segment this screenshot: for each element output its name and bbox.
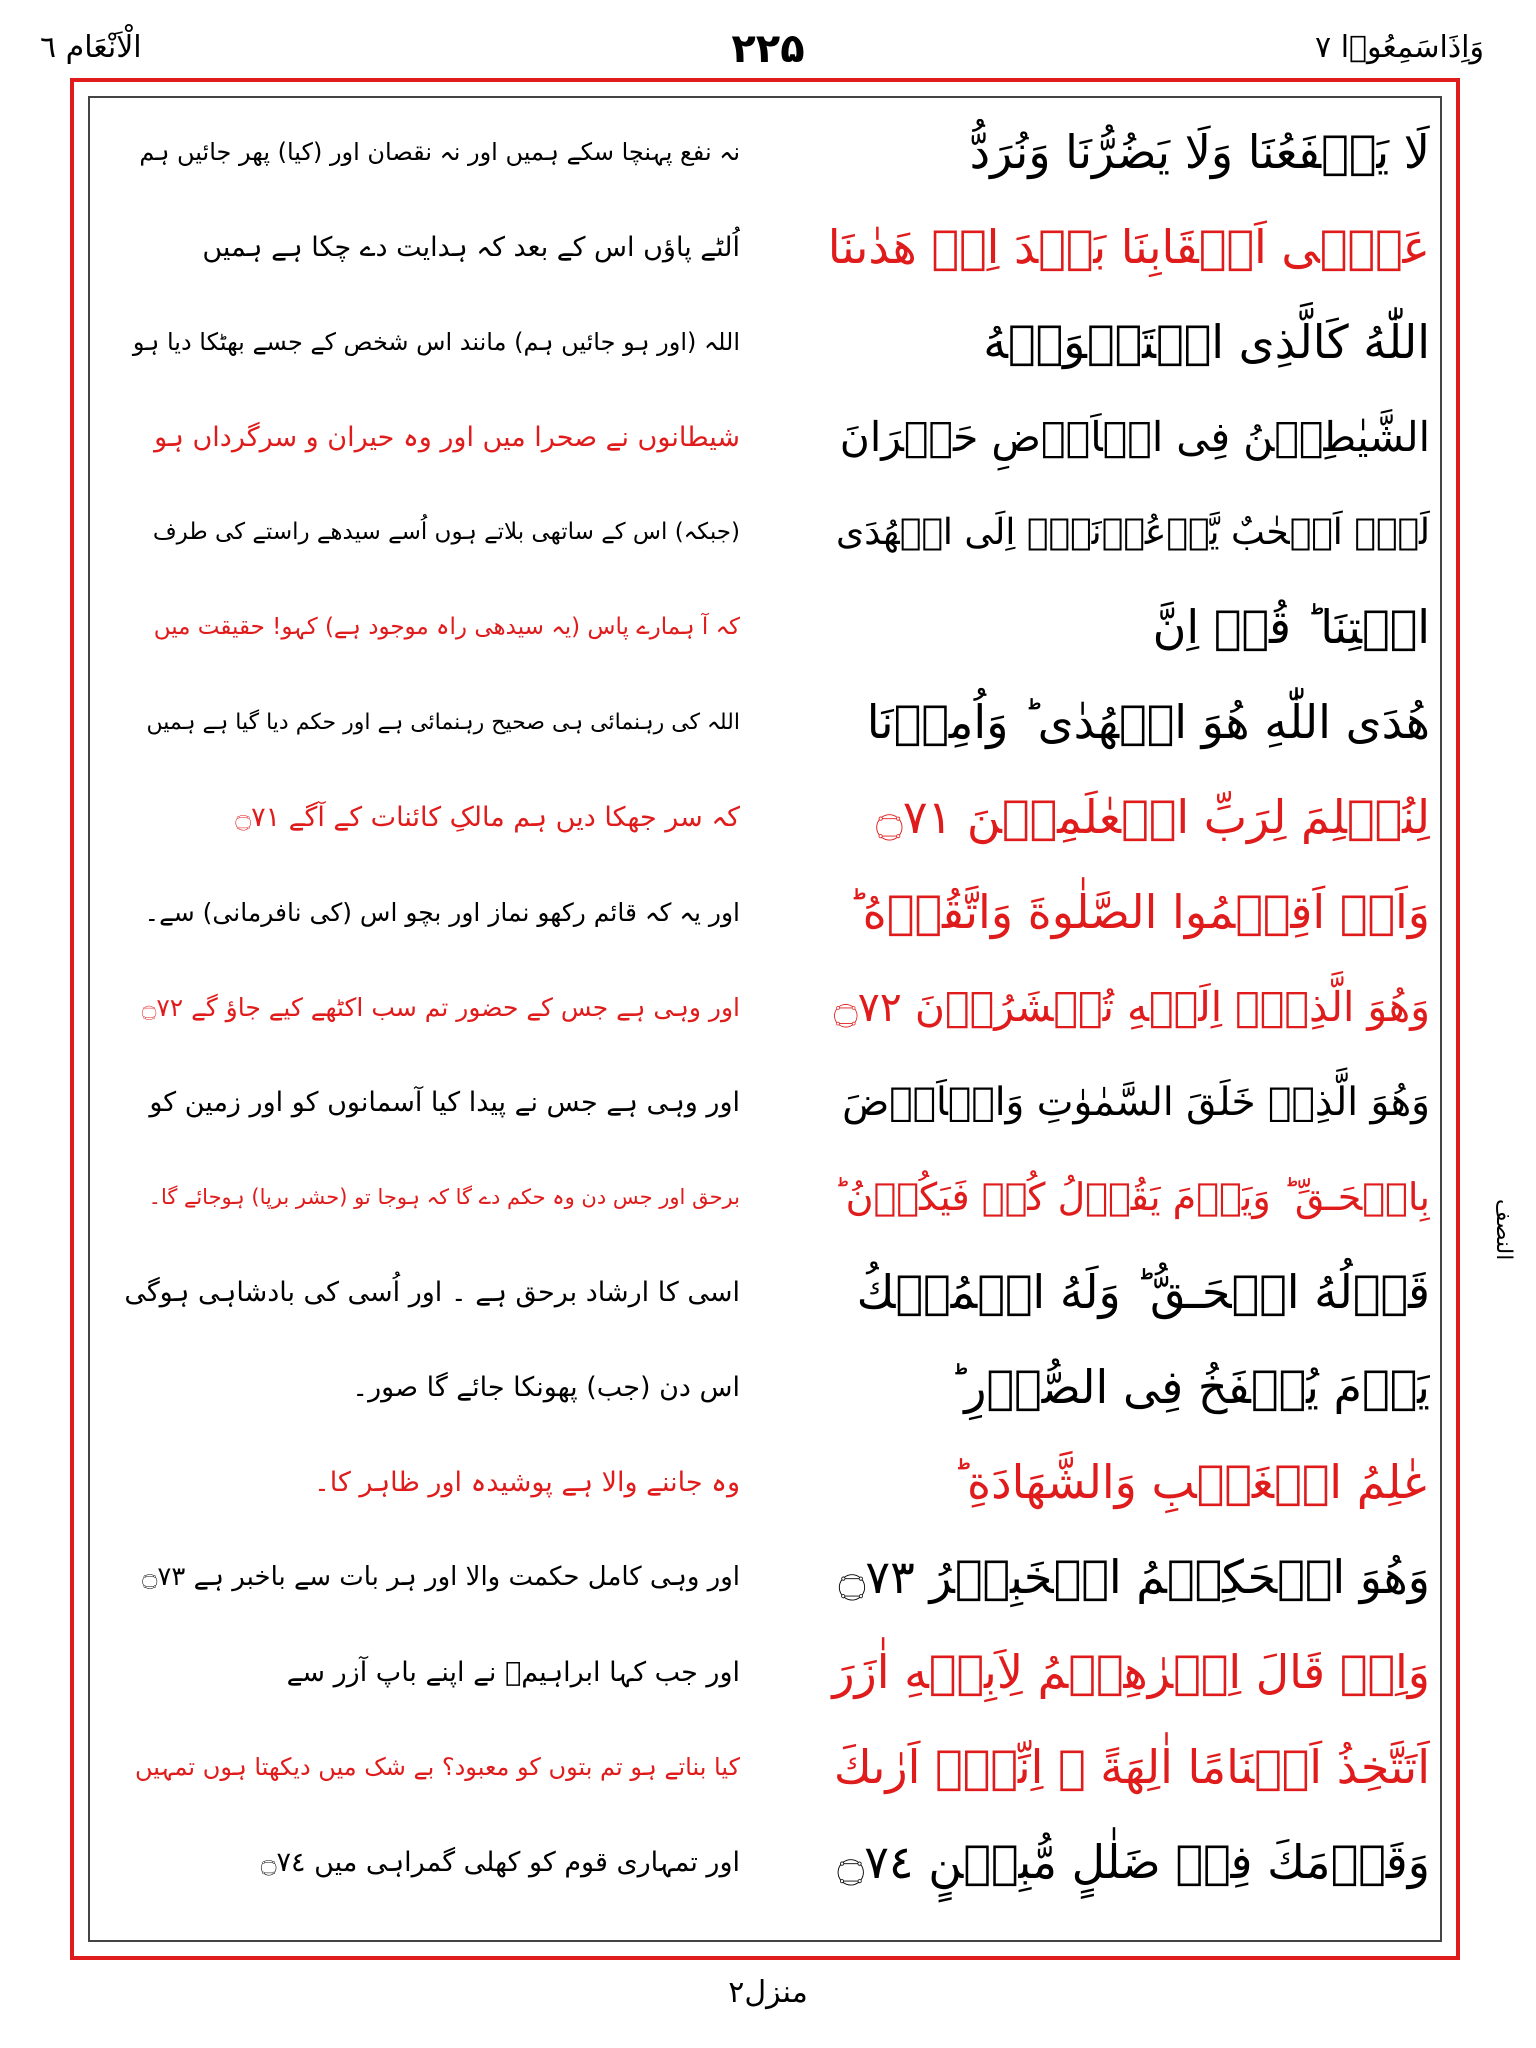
page-number: ۲۲۵ <box>731 26 805 72</box>
arabic-text: الشَّيٰطِيۡنُ فِى الۡاَرۡضِ حَيۡرَانَ <box>839 413 1430 461</box>
urdu-translation: شیطانوں نے صحرا میں اور وہ حیران و سرگرداں ہو <box>154 421 740 453</box>
juz-title: وَاِذَاسَمِعُوۡا ۷ <box>1315 30 1484 65</box>
arabic-text: اللّٰهُ كَالَّذِى اسۡتَهۡوَتۡهُ <box>983 315 1430 369</box>
manzil-footer: منزل۲ <box>728 1975 808 2010</box>
urdu-translation: نہ نفع پہنچا سکے ہمیں اور نہ نقصان اور (کیا) پھر جائیں ہم <box>139 138 740 166</box>
verse-row <box>100 1436 1430 1528</box>
margin-note: النصف <box>1491 1198 1516 1260</box>
urdu-translation: اللہ (اور ہو جائیں ہم) مانند اس شخص کے جسے بھٹکا دیا ہو <box>132 328 740 356</box>
urdu-translation: اللہ کی رہنمائی ہی صحیح رہنمائی ہے اور حکم دیا گیا ہے ہمیں <box>146 709 740 735</box>
verse-row <box>100 1246 1430 1338</box>
arabic-text: وَقَوۡمَكَ فِىۡ ضَلٰلٍ مُّبِيۡنٍ ۝٧٤ <box>837 1835 1430 1889</box>
urdu-translation: کہ آ ہمارے پاس (یہ سیدھی راہ موجود ہے) کہو! حقیقت میں <box>153 614 740 640</box>
arabic-text: وَهُوَ الَّذِىۡۤ اِلَيۡهِ تُحۡشَرُوۡنَ ۝٧٢ <box>833 983 1430 1031</box>
verse-row <box>100 676 1430 768</box>
urdu-translation: برحق اور جس دن وہ حکم دے گا کہ ہوجا تو (حشر برپا) ہوجائے گا۔ <box>148 1185 740 1209</box>
verse-row <box>100 581 1430 673</box>
arabic-text: يَوۡمَ يُنۡفَخُ فِى الصُّوۡرِ ؕ <box>949 1360 1430 1414</box>
urdu-translation: اور جب کہا ابراہیمؑ نے اپنے باپ آزر سے <box>286 1656 740 1688</box>
verse-row <box>100 1531 1430 1623</box>
arabic-text: وَاَنۡ اَقِيۡمُوا الصَّلٰوةَ وَاتَّقُوۡهُ ؕ <box>848 885 1430 939</box>
arabic-text: ائۡتِنَا ؕ قُلۡ اِنَّ <box>1152 600 1430 654</box>
verse-row <box>100 1721 1430 1813</box>
arabic-text: لَا يَنۡفَعُنَا وَلَا يَضُرُّنَا وَنُرَدُّ <box>969 125 1430 179</box>
arabic-text: لَهٗۤ اَصۡحٰبٌ يَّدۡعُوۡنَهٗۤ اِلَى الۡهُدَى <box>836 511 1430 553</box>
arabic-text: وَهُوَ الَّذِىۡ خَلَقَ السَّمٰوٰتِ وَالۡاَرۡضَ <box>842 1079 1430 1125</box>
urdu-translation: اُلٹے پاؤں اس کے بعد کہ ہدایت دے چکا ہے ہمیں <box>202 231 740 263</box>
verse-rows <box>100 106 1430 1932</box>
urdu-translation: اور وہی کامل حکمت والا اور ہر بات سے باخبر ہے ۝٧٣ <box>142 1562 740 1592</box>
urdu-translation: اور یہ کہ قائم رکھو نماز اور بچو اس (کی نافرمانی) سے۔ <box>144 897 740 927</box>
verse-row <box>100 1341 1430 1433</box>
arabic-text: عٰلِمُ الۡغَيۡبِ وَالشَّهَادَةِ ؕ <box>952 1455 1430 1509</box>
verse-row <box>100 1151 1430 1243</box>
arabic-text: وَاِذۡ قَالَ اِبۡرٰهِيۡمُ لِاَبِيۡهِ اٰزَرَ <box>832 1645 1430 1699</box>
urdu-translation: اور وہی ہے جس نے پیدا کیا آسمانوں کو اور زمین کو <box>149 1086 740 1118</box>
verse-row <box>100 106 1430 198</box>
verse-row <box>100 771 1430 863</box>
urdu-translation: کیا بناتے ہو تم بتوں کو معبود؟ بے شک میں دیکھتا ہوں تمہیں <box>134 1753 740 1781</box>
arabic-text: لِنُسۡلِمَ لِرَبِّ الۡعٰلَمِيۡنَ ۝٧١ <box>875 790 1430 844</box>
urdu-translation: اسی کا ارشاد برحق ہے ۔ اور اُسی کی بادشاہی ہوگی <box>124 1276 740 1308</box>
arabic-text: بِالۡحَـقِّ ؕ وَيَوۡمَ يَقُوۡلُ كُنۡ فَيَكُوۡنُ ؕ <box>833 1175 1430 1219</box>
verse-row <box>100 296 1430 388</box>
arabic-text: وَهُوَ الۡحَكِيۡمُ الۡخَبِيۡرُ ۝٧٣ <box>838 1550 1430 1604</box>
urdu-translation: اور تمہاری قوم کو کھلی گمراہی میں ۝٧٤ <box>260 1846 740 1878</box>
verse-row <box>100 201 1430 293</box>
urdu-translation: وہ جاننے والا ہے پوشیدہ اور ظاہر کا۔ <box>313 1466 740 1498</box>
arabic-text: هُدَى اللّٰهِ هُوَ الۡهُدٰى ؕ وَاُمِرۡنَا <box>866 695 1430 749</box>
urdu-translation: اس دن (جب) پھونکا جائے گا صور۔ <box>352 1371 740 1403</box>
urdu-translation: کہ سر جھکا دیں ہم مالکِ کائنات کے آگے ۝٧١ <box>235 801 740 833</box>
verse-row <box>100 866 1430 958</box>
verse-row <box>100 486 1430 578</box>
verse-row <box>100 391 1430 483</box>
verse-row <box>100 961 1430 1053</box>
verse-row <box>100 1056 1430 1148</box>
arabic-text: قَوۡلُهُ الۡحَـقُّ ؕ وَلَهُ الۡمُلۡكُ <box>856 1265 1430 1319</box>
verse-row <box>100 1816 1430 1908</box>
arabic-text: اَتَتَّخِذُ اَصۡنَامًا اٰلِهَةً ۚ اِنِّىۡۤ اَرٰٮكَ <box>833 1740 1430 1794</box>
urdu-translation: اور وہی ہے جس کے حضور تم سب اکٹھے کیے جاؤ گے ۝٧٢ <box>141 992 740 1022</box>
verse-row <box>100 1626 1430 1718</box>
arabic-text: عَلٰۤى اَعۡقَابِنَا بَعۡدَ اِذۡ هَدٰٮنَا <box>827 220 1430 274</box>
urdu-translation: (جبکہ) اس کے ساتھی بلاتے ہوں اُسے سیدھے راستے کی طرف <box>152 519 740 545</box>
surah-title: الْاَنْعَام ٦ <box>40 30 142 65</box>
